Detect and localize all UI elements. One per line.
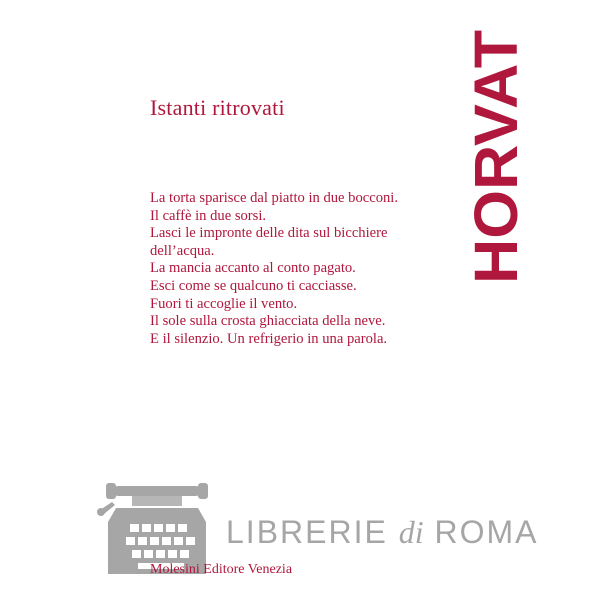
poem-line: Il sole sulla crosta ghiacciata della neve. xyxy=(150,313,386,330)
publisher-name: Molesini Editore Venezia xyxy=(150,562,293,577)
watermark-text-part: ROMA xyxy=(423,514,539,550)
poem-line: Il caffè in due sorsi. xyxy=(150,207,267,224)
poem-excerpt xyxy=(150,190,450,348)
book-title: Istanti ritrovati xyxy=(150,95,285,120)
poem-line: dell’acqua. xyxy=(150,242,215,259)
poem-line: E il silenzio. Un refrigerio in una parola. xyxy=(150,330,388,347)
author-name-vertical xyxy=(462,28,530,284)
watermark-text-part: LIBRERIE xyxy=(226,514,399,550)
watermark-text-part: di xyxy=(398,514,424,550)
poem-line: La mancia accanto al conto pagato. xyxy=(150,260,356,277)
poem-line: La torta sparisce dal piatto in due bocconi. xyxy=(150,190,399,206)
watermark-text xyxy=(226,514,539,551)
poem-line: Lasci le impronte delle dita sul bicchiere xyxy=(150,225,388,242)
author-name-text: HORVAT xyxy=(462,36,530,284)
poem-line: Fuori ti accoglie il vento. xyxy=(150,295,298,312)
poem-line: Esci come se qualcuno ti cacciasse. xyxy=(150,277,357,294)
author-name xyxy=(462,28,530,284)
